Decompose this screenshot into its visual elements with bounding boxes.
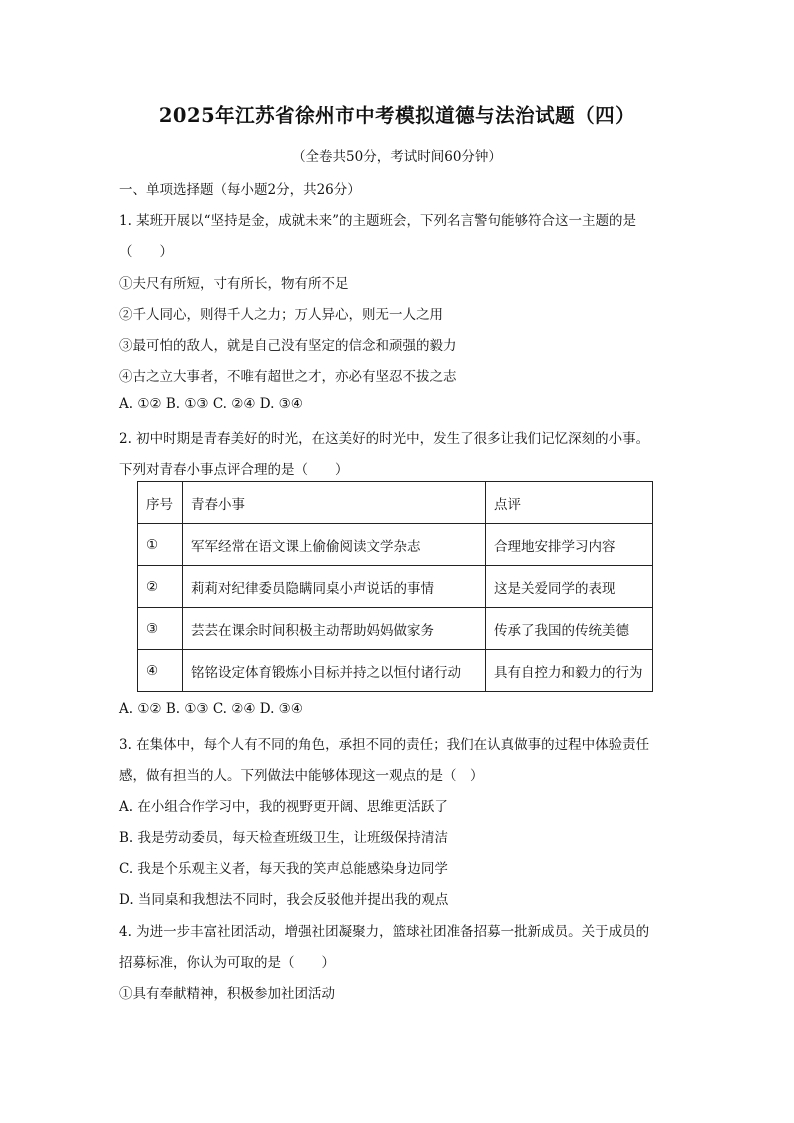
table-cell: 芸芸在课余时间积极主动帮助妈妈做家务 [183, 608, 486, 650]
section-heading: 一、单项选择题（每小题2分，共26分） [119, 182, 361, 198]
q1-stem-line1: 1. 某班开展以“坚持是金，成就未来”的主题班会，下列名言警句能够符合这一主题的是 [119, 213, 636, 229]
q1-option-4: ④古之立大事者，不唯有超世之才，亦必有坚忍不拔之志 [119, 369, 457, 385]
table-cell: ① [138, 524, 183, 566]
table-cell: 军军经常在语文课上偷偷阅读文学杂志 [183, 524, 486, 566]
q3-stem-line2: 感，做有担当的人。下列做法中能够体现这一观点的是（ ） [119, 768, 484, 784]
q3-option-d: D. 当同桌和我想法不同时，我会反驳他并提出我的观点 [119, 892, 449, 908]
table-cell: 合理地安排学习内容 [486, 524, 653, 566]
table-cell: 具有自控力和毅力的行为 [486, 650, 653, 692]
table-row [138, 566, 653, 608]
table-cell: 莉莉对纪律委员隐瞒同桌小声说话的事情 [183, 566, 486, 608]
table-row [138, 650, 653, 692]
table-cell: ③ [138, 608, 183, 650]
header-cell-number: 序号 [138, 482, 183, 524]
table-row [138, 608, 653, 650]
q1-option-3: ③最可怕的敌人，就是自己没有坚定的信念和顽强的毅力 [119, 338, 457, 354]
q1-stem-line2: （ ） [119, 244, 173, 260]
q1-option-1: ①夫尺有所短，寸有所长，物有所不足 [119, 276, 349, 292]
table-cell: 铭铭设定体育锻炼小目标并持之以恒付诸行动 [183, 650, 486, 692]
exam-subtitle: （全卷共50分，考试时间60分钟） [292, 149, 502, 165]
q1-choices: A. ①② B. ①③ C. ②④ D. ③④ [119, 396, 303, 412]
q2-stem-line1: 2. 初中时期是青春美好的时光，在这美好的时光中，发生了很多让我们记忆深刻的小事。 [119, 431, 650, 447]
table-cell: ④ [138, 650, 183, 692]
table-cell: ② [138, 566, 183, 608]
q2-stem-line2: 下列对青春小事点评合理的是（ ） [119, 462, 349, 478]
table-row [138, 524, 653, 566]
q3-option-a: A. 在小组合作学习中，我的视野更开阔、思维更活跃了 [119, 799, 448, 815]
q3-stem-line1: 3. 在集体中，每个人有不同的角色，承担不同的责任；我们在认真做事的过程中体验责任 [119, 737, 650, 753]
table-cell: 这是关爱同学的表现 [486, 566, 653, 608]
header-cell-event: 青春小事 [183, 482, 486, 524]
q4-option-1: ①具有奉献精神，积极参加社团活动 [119, 986, 335, 1002]
q3-option-c: C. 我是个乐观主义者，每天我的笑声总能感染身边同学 [119, 861, 448, 877]
q2-choices: A. ①② B. ①③ C. ②④ D. ③④ [119, 701, 303, 717]
table-header-row [138, 482, 653, 524]
q4-stem-line2: 招募标准，你认为可取的是（ ） [119, 955, 335, 971]
header-cell-comment: 点评 [486, 482, 653, 524]
q2-table [137, 481, 653, 692]
exam-title: 2025年江苏省徐州市中考模拟道德与法治试题（四） [158, 104, 636, 127]
q3-option-b: B. 我是劳动委员，每天检查班级卫生，让班级保持清洁 [119, 830, 449, 846]
q4-stem-line1: 4. 为进一步丰富社团活动，增强社团凝聚力，篮球社团准备招募一批新成员。关于成员的 [119, 924, 650, 940]
q1-option-2: ②千人同心，则得千人之力；万人异心，则无一人之用 [119, 307, 443, 323]
table-cell: 传承了我国的传统美德 [486, 608, 653, 650]
